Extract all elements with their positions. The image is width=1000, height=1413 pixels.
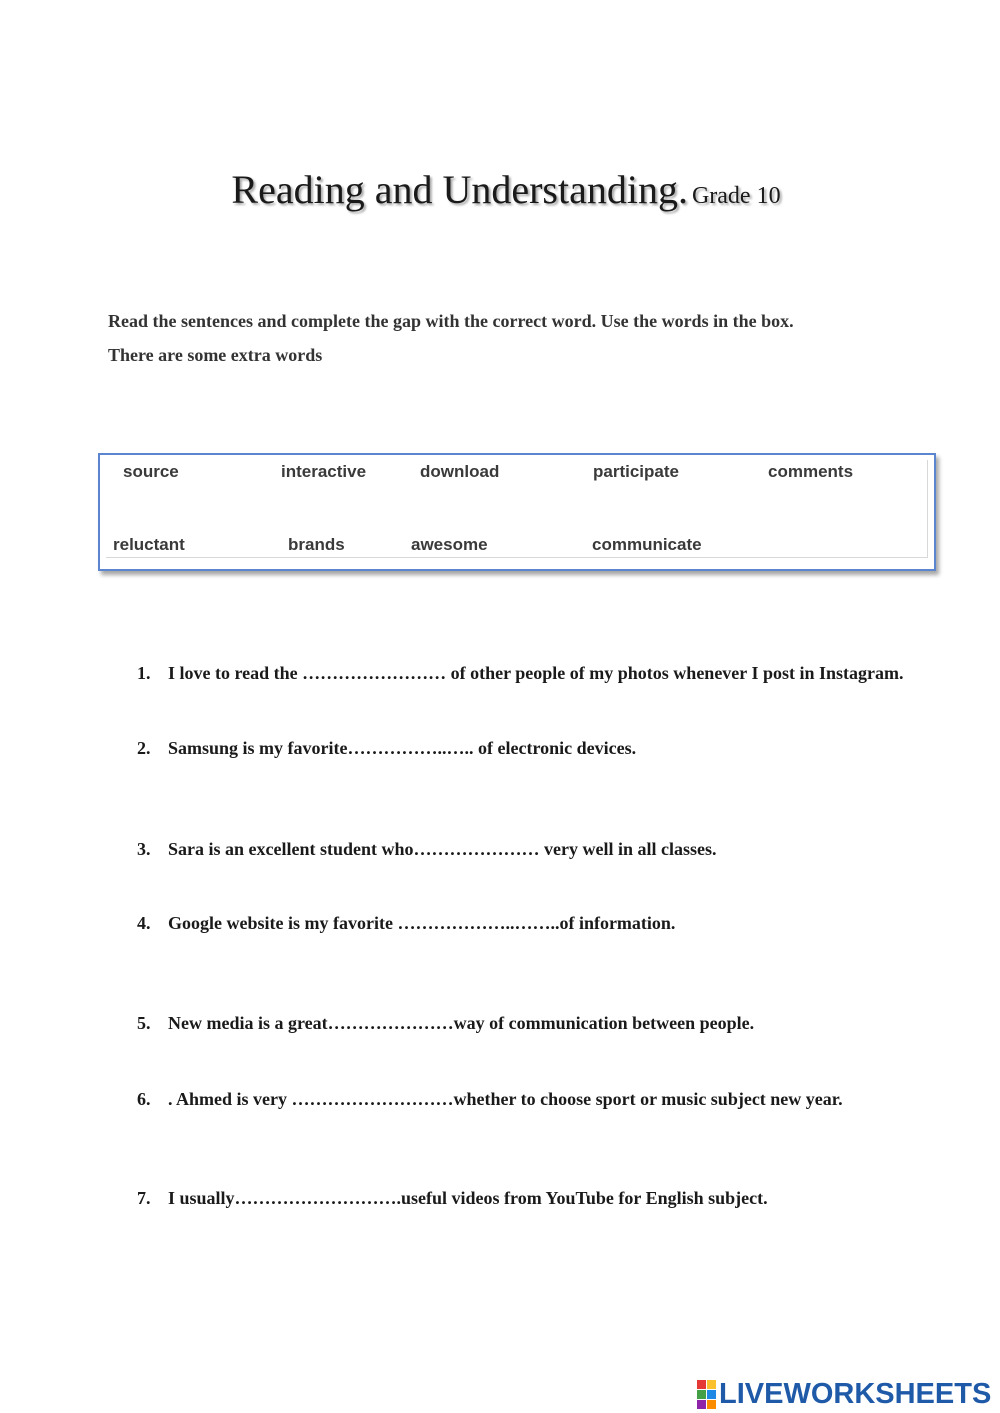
word-bank-word: comments [768,462,854,481]
logo-wordmark: LIVEWORKSHEETS [719,1378,992,1410]
question-item [137,736,907,761]
logo-square [697,1390,706,1399]
logo-square [707,1390,716,1399]
question-text: Sara is an excellent student who………………… very well in all classes. [168,839,717,859]
worksheet-title [0,166,1000,213]
question-text: I usually……………………….useful videos from YouTube for English subject. [168,1188,768,1208]
logo-square [707,1400,716,1409]
question-text: New media is a great…………………way of communication between people. [168,1013,755,1033]
question-text: I love to read the …………………… of other people of my photos whenever I post in Instagram. [168,663,904,683]
logo-square [697,1380,706,1389]
word-bank-word: participate [593,462,679,481]
question-item [137,911,907,936]
logo-square [697,1400,706,1409]
question-number: 4. [137,913,151,933]
word-bank-box [98,453,936,571]
question-number: 1. [137,663,151,683]
question-number: 2. [137,738,151,758]
question-number: 5. [137,1013,151,1033]
word-bank-word: brands [288,535,345,554]
question-item [137,1186,907,1211]
word-bank-word: reluctant [113,535,185,554]
question-item [137,1087,907,1112]
question-number: 7. [137,1188,151,1208]
title-grade: Grade 10 [691,183,781,209]
question-text: Google website is my favorite ………………..……..of information. [168,913,676,933]
instruction-line-1: Read the sentences and complete the gap with the correct word. Use the words in the box. [108,311,794,331]
title-main: Reading and Understanding. [231,167,688,212]
question-number: 3. [137,839,151,859]
word-bank-word: source [123,462,179,481]
question-text: . Ahmed is very ………………………whether to choose sport or music subject new year. [168,1089,843,1109]
word-bank-word: awesome [411,535,488,554]
word-bank-word: interactive [281,462,367,481]
question-item [137,661,907,686]
instruction-line-2: There are some extra words [108,345,323,365]
question-text: Samsung is my favorite……………..….. of electronic devices. [168,738,637,758]
logo-square [707,1380,716,1389]
word-bank-word: communicate [592,535,702,554]
question-number: 6. [137,1089,151,1109]
word-bank-word: download [420,462,500,481]
liveworksheets-logo [697,1378,991,1410]
question-item [137,1011,907,1036]
logo-squares-icon [697,1380,716,1409]
question-item [137,837,907,862]
